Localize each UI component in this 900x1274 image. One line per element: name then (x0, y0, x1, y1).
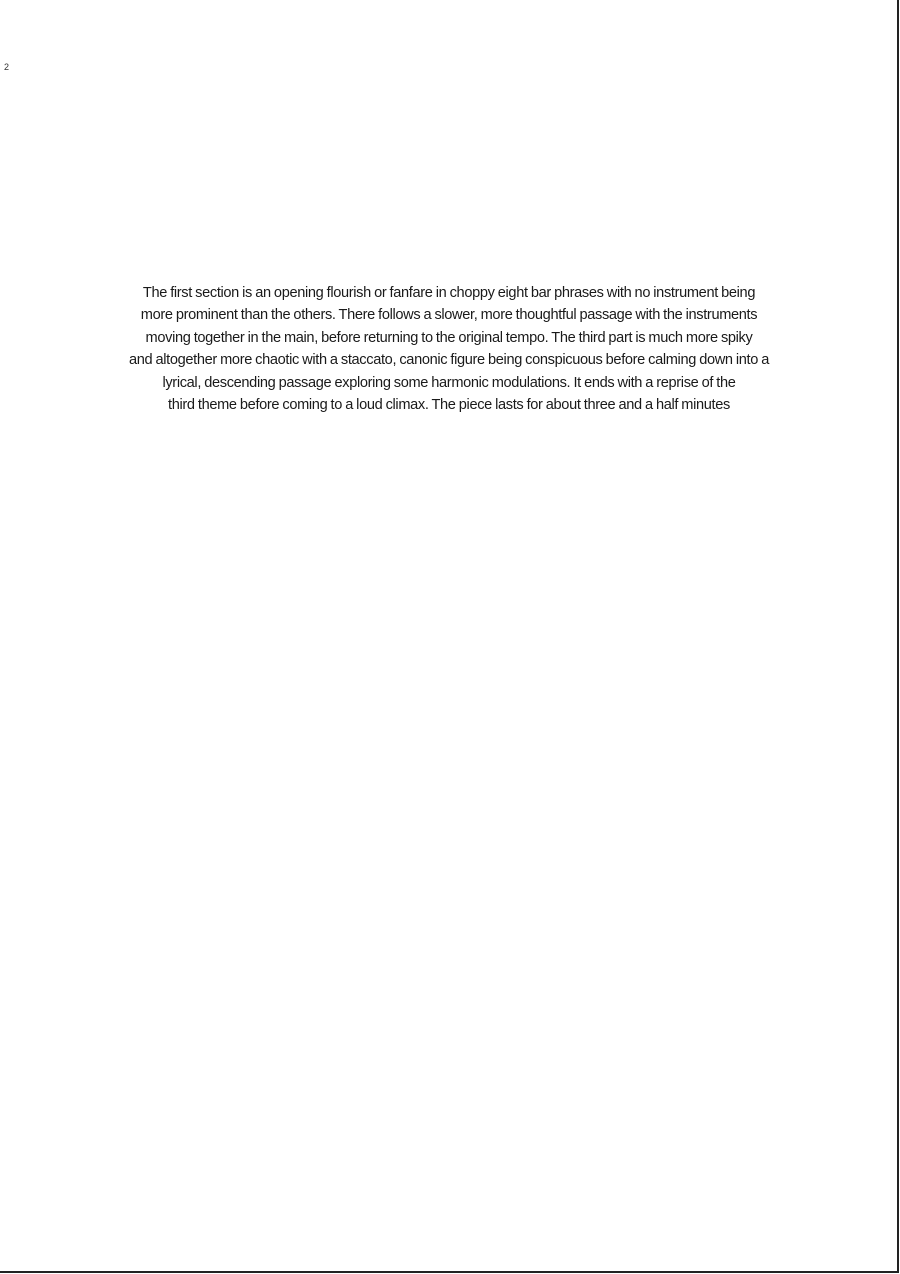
description-line: lyrical, descending passage exploring some harmonic modulations. It ends with a reprise of the (162, 374, 736, 391)
description-line: and altogether more chaotic with a staccato, canonic figure being conspicuous before calming down into a (129, 352, 769, 369)
description-line: more prominent than the others. There follows a slower, more thoughtful passage with the instruments (140, 307, 758, 324)
description-line: third theme before coming to a loud climax. The piece lasts for about three and a half minutes (168, 397, 730, 414)
description-line: The first section is an opening flourish or fanfare in choppy eight bar phrases with no instrument being (142, 285, 756, 301)
page-number: 2 (4, 62, 10, 72)
piece-description-paragraph (40, 282, 858, 416)
description-line: moving together in the main, before returning to the original tempo. The third part is much more spiky (145, 329, 753, 346)
